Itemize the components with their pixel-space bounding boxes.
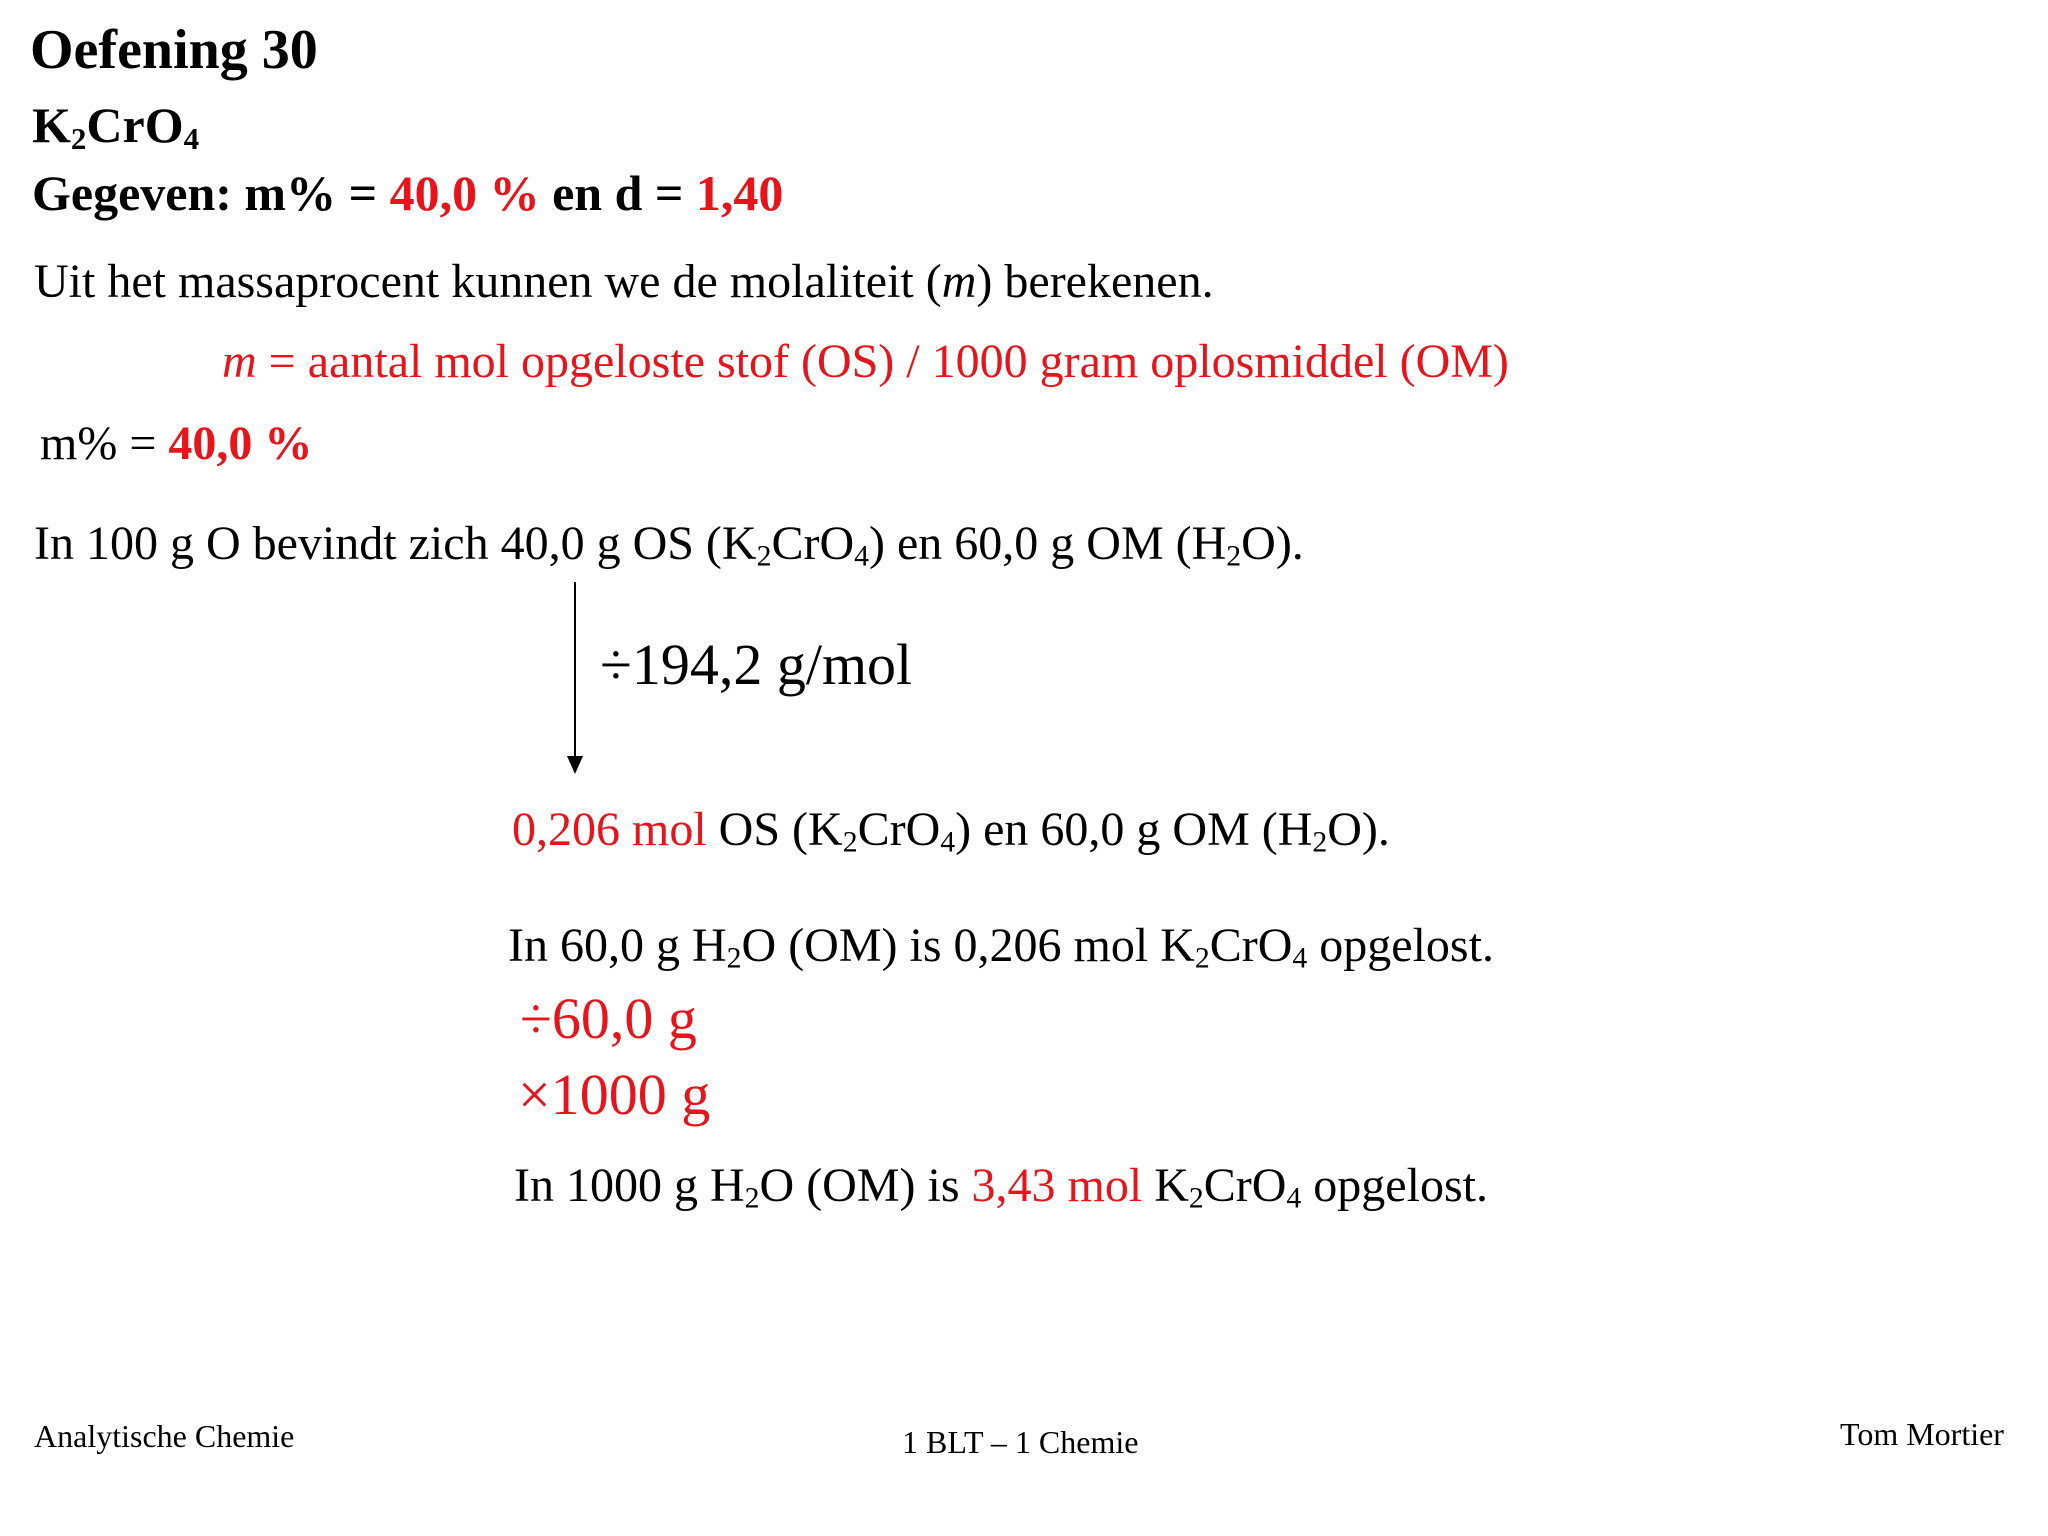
compound-formula: $K_2CrO_4$ [32, 97, 200, 156]
given-values: Gegeven: m% = 40,0 % en d = 1,40 [32, 165, 784, 221]
multiply-step: ×1000 g [518, 1062, 711, 1127]
sentence-composition: In 100 g O bevindt zich 40,0 g OS $(K_2CrO_4)$ en 60,0 g OM $(H_2O)$. [34, 517, 1304, 573]
given-density: 1,40 [695, 165, 784, 221]
divide-molar-mass: ÷194,2 g/mol [600, 632, 913, 697]
page-title: Oefening 30 [30, 19, 318, 81]
molality-definition: m = aantal mol opgeloste stof (OS) / 1000 gram oplosmiddel (OM) [222, 335, 1509, 388]
given-mass-percent: 40,0 % [389, 165, 540, 221]
down-arrow-icon [560, 582, 590, 774]
mass-percent-line: m% = 40,0 % [40, 417, 313, 470]
footer-author: Tom Mortier [1840, 1416, 2004, 1452]
divide-step: ÷60,0 g [520, 986, 697, 1051]
intro-text: Uit het massaprocent kunnen we de molaliteit (m) berekenen. [34, 255, 1214, 308]
sentence-moles: 0,206 mol OS $(K_2CrO_4)$ en 60,0 g OM $(H_2O)$. [512, 803, 1390, 859]
sentence-dissolved-1000g: In 1000 g $H_2O$ (OM) is 3,43 mol $K_2CrO_4$ opgelost. [514, 1159, 1488, 1215]
footer-class: 1 BLT – 1 Chemie [902, 1424, 1139, 1460]
molality-result: 3,43 mol [971, 1159, 1143, 1212]
sentence-dissolved-60g: In 60,0 g $H_2O$ (OM) is 0,206 mol $K_2CrO_4$ opgelost. [508, 919, 1494, 975]
footer-course: Analytische Chemie [34, 1418, 295, 1454]
